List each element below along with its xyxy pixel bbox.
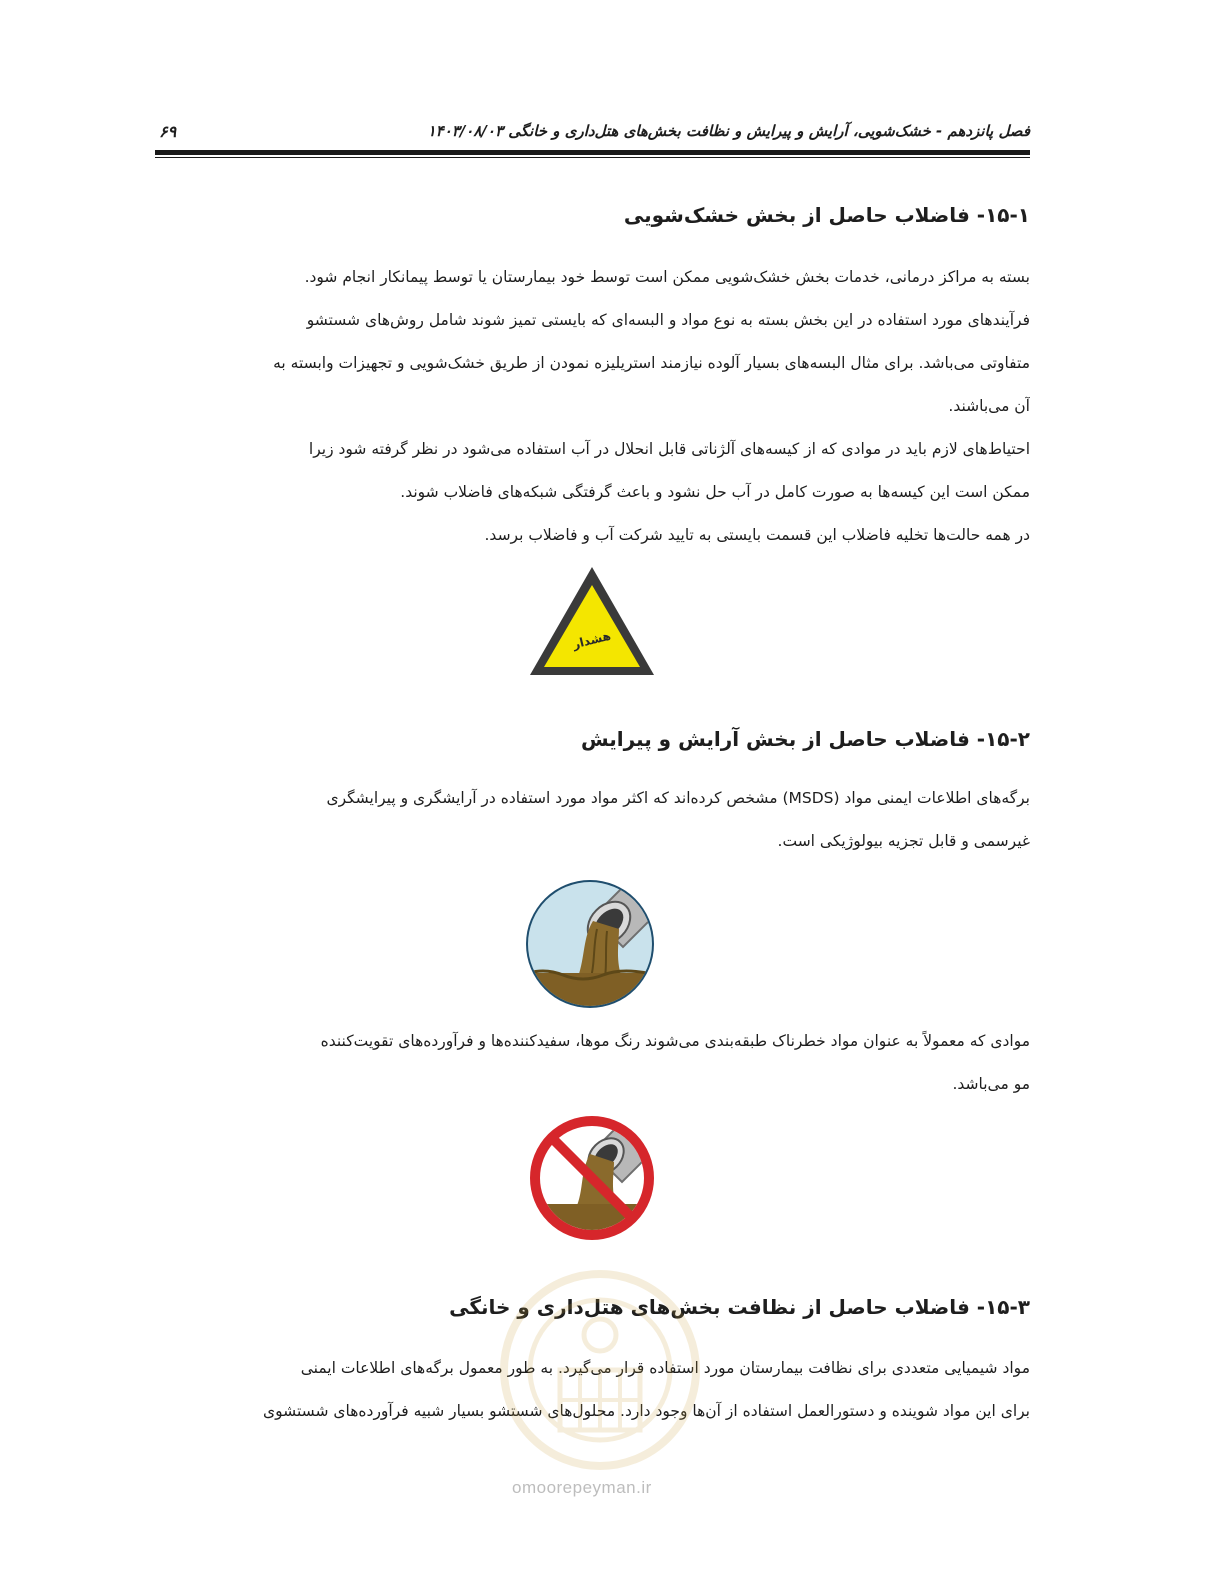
page-number: ۶۹	[159, 122, 177, 141]
paragraph-15-1-c	[158, 514, 1030, 557]
text-line: فرآیندهای مورد استفاده در این بخش بسته به نوع مواد و البسه‌ای که بایستی تمیز شوند شامل روش‌های شستشو	[306, 311, 1030, 329]
text-line: بسته به مراکز درمانی، خدمات بخش خشک‌شویی ممکن است توسط خود بیمارستان یا توسط پیمانکار انجام شود.	[304, 268, 1030, 286]
paragraph-15-1-a	[158, 256, 1030, 428]
text-line: مواد شیمیایی متعددی برای نظافت بیمارستان مورد استفاده قرار می‌گیرد. به طور معمول برگه‌های اطلاعات ایمنی	[300, 1359, 1030, 1377]
paragraph-15-3-a	[158, 1347, 1030, 1433]
text-line: ممکن است این کیسه‌ها به صورت کامل در آب حل نشود و باعث گرفتگی شبکه‌های فاضلاب شوند.	[400, 483, 1030, 501]
text-line: غیرسمی و قابل تجزیه بیولوژیکی است.	[777, 832, 1030, 850]
running-title: فصل پانزدهم - خشک‌شویی، آرایش و پیرایش و نظافت بخش‌های هتل‌داری و خانگی ۱۴۰۳/۰۸/۰۳	[427, 122, 1030, 140]
text-line: برگه‌های اطلاعات ایمنی مواد (MSDS) مشخص کرده‌اند که اکثر مواد مورد استفاده در آرایشگری و پیرایشگری	[326, 789, 1030, 807]
text-line: متفاوتی می‌باشد. برای مثال البسه‌های بسیار آلوده نیازمند استریلیزه نمودن از طریق خشک‌شویی و تجهیزات وابسته به	[273, 354, 1030, 372]
watermark-site-text: omoorepeyman.ir	[512, 1478, 652, 1497]
text-line: در همه حالت‌ها تخلیه فاضلاب این قسمت بایستی به تایید شرکت آب و فاضلاب برسد.	[484, 526, 1030, 544]
warning-sign-icon	[526, 563, 658, 679]
paragraph-15-2-a	[158, 777, 1030, 863]
text-line: آن می‌باشند.	[948, 397, 1030, 415]
section-heading-15-2: ۱۵-۲- فاضلاب حاصل از بخش آرایش و پیرایش	[580, 727, 1030, 751]
text-line: مو می‌باشد.	[952, 1075, 1030, 1093]
paragraph-15-1-b	[158, 428, 1030, 514]
text-line: احتیاط‌های لازم باید در موادی که از کیسه‌های آلژناتی قابل انحلال در آب استفاده می‌شود در نظر گرفته شود زیرا	[308, 440, 1030, 458]
warning-sign-label: هشدار	[571, 628, 613, 652]
section-heading-15-3: ۱۵-۳- فاضلاب حاصل از نظافت بخش‌های هتل‌داری و خانگی	[449, 1295, 1030, 1319]
text-line: موادی که معمولاً به عنوان مواد خطرناک طبقه‌بندی می‌شوند رنگ موها، سفیدکننده‌ها و فرآورده‌های تقویت‌کننده	[320, 1032, 1030, 1050]
section-heading-15-1: ۱۵-۱- فاضلاب حاصل از بخش خشک‌شویی	[623, 203, 1030, 227]
no-sewage-discharge-icon	[526, 1112, 658, 1244]
page-header	[155, 116, 1030, 156]
header-rule	[155, 150, 1030, 155]
paragraph-15-2-b	[158, 1020, 1030, 1106]
sewage-discharge-icon	[523, 877, 657, 1011]
text-line: برای این مواد شوینده و دستورالعمل استفاده از آن‌ها وجود دارد. محلول‌های شستشو بسیار شبیه فرآورده‌های شستشوی	[263, 1402, 1030, 1420]
